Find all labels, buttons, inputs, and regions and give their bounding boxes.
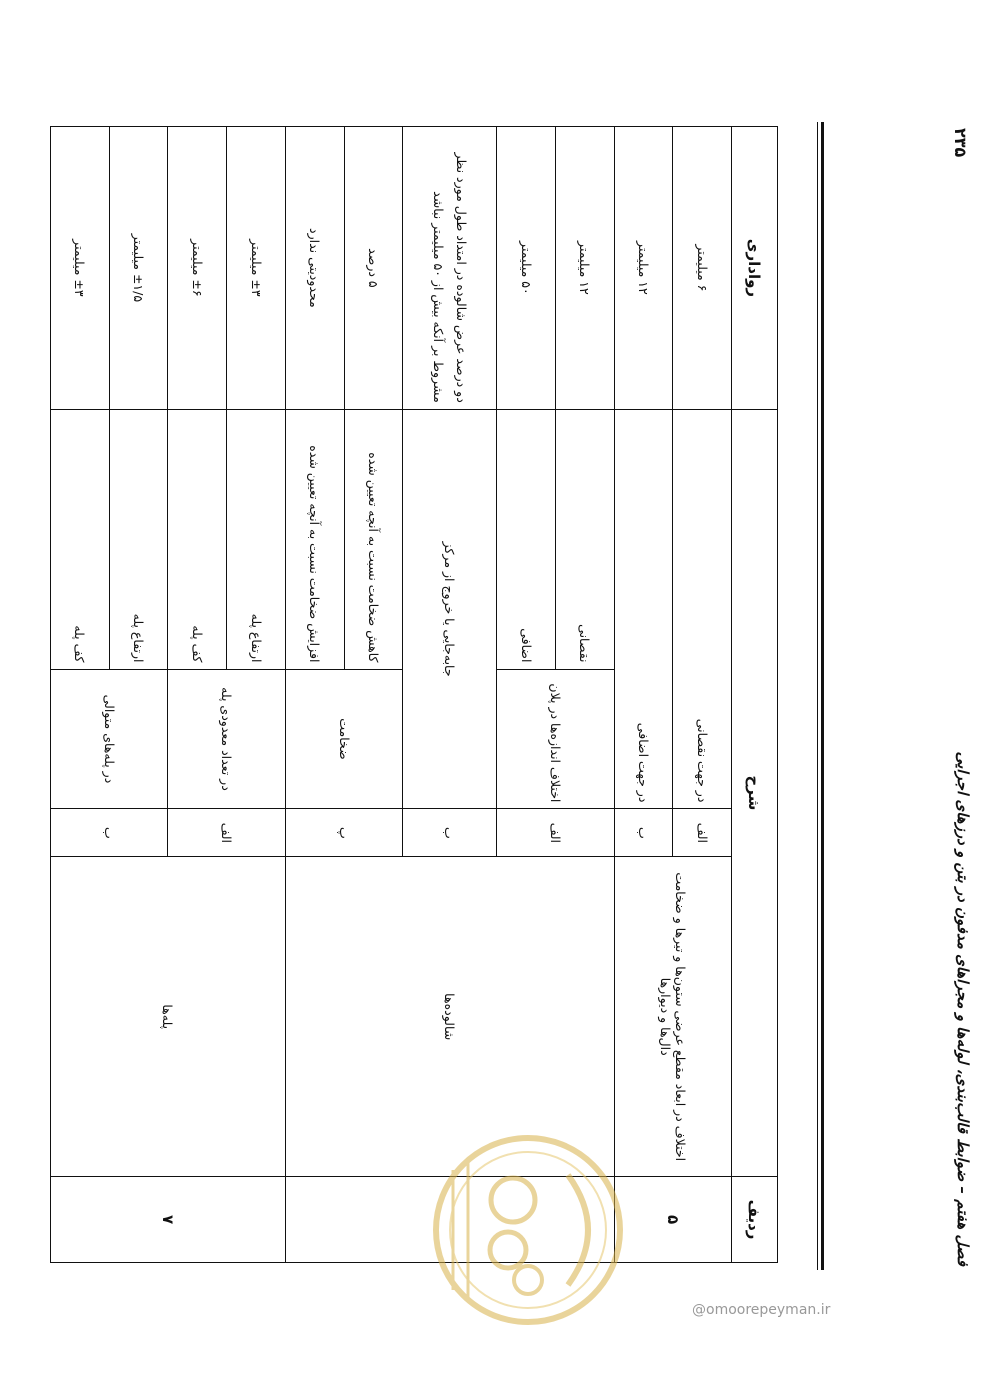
- sub-item: افزایش ضخامت نسبت به آنچه تعیین شده: [285, 409, 344, 669]
- item-description: در پله‌های متوالی: [51, 669, 169, 809]
- tolerance-value: ±۶ میلیمتر: [168, 127, 227, 410]
- tolerance-value: ±۳ میلیمتر: [227, 127, 286, 410]
- item-description: در جهت نقصانی: [673, 409, 732, 809]
- sub-item: نقصانی: [555, 409, 614, 669]
- item-letter: الف: [168, 809, 285, 857]
- header-rule: [821, 122, 824, 1270]
- row-topic: شالوده‌ها: [285, 857, 614, 1177]
- item-letter: ب: [51, 809, 169, 857]
- tolerance-value: ۵۰ میلیمتر: [497, 127, 556, 410]
- row-number: ۵: [614, 1177, 731, 1263]
- sub-item: اضافی: [497, 409, 556, 669]
- sub-item: کف پله: [51, 409, 110, 669]
- item-description: جابه‌جایی یا خروج از مرکز: [403, 409, 497, 809]
- item-letter: ب: [614, 809, 673, 857]
- item-letter: ب: [403, 809, 497, 857]
- tolerance-value: ۵ درصد: [344, 127, 403, 410]
- tolerance-value: ۶ میلیمتر: [673, 127, 732, 410]
- item-description: در تعداد معدودی پله: [168, 669, 285, 809]
- item-description: اختلاف اندازه‌ها در پلان: [497, 669, 614, 809]
- item-letter: پ: [285, 809, 402, 857]
- sub-item: کف پله: [168, 409, 227, 669]
- tolerance-value: محدودیتی ندارد: [285, 127, 344, 410]
- tolerance-value: ۱۲ میلیمتر: [555, 127, 614, 410]
- tolerance-value: ±۱/۵ میلیمتر: [109, 127, 168, 410]
- item-letter: الف: [497, 809, 614, 857]
- chapter-title: فصل هفتم – ضوابط قالب‌بندی، لوله‌ها و مجراهای مدفون در بتن و درزهای اجرایی: [954, 751, 972, 1266]
- table-row: [555, 127, 614, 1263]
- row-topic: پله‌ها: [51, 857, 286, 1177]
- table-header-row: [732, 127, 778, 1263]
- table-row: [673, 127, 732, 1263]
- sub-item: ارتفاع پله: [109, 409, 168, 669]
- header-row-number: ردیف: [732, 1177, 778, 1263]
- header-tolerance: رواداری: [732, 127, 778, 410]
- table-row: [227, 127, 286, 1263]
- sub-item: ارتفاع پله: [227, 409, 286, 669]
- row-number: ۷: [51, 1177, 286, 1263]
- sub-item: کاهش ضخامت نسبت به آنچه تعیین شده: [344, 409, 403, 669]
- tolerance-value: ±۳ میلیمتر: [51, 127, 110, 410]
- watermark-url: @omoorepeyman.ir: [692, 1302, 831, 1318]
- item-letter: الف: [673, 809, 732, 857]
- tolerance-table: [50, 126, 778, 1263]
- item-description: در جهت اضافی: [614, 409, 673, 809]
- header-rule-thin: [817, 122, 818, 1270]
- watermark-logo: [428, 1130, 628, 1330]
- page-number: ۲۳۵: [951, 128, 970, 158]
- item-description: ضخامت: [285, 669, 402, 809]
- tolerance-value: ۱۲ میلیمتر: [614, 127, 673, 410]
- header-description: شرح: [732, 409, 778, 1176]
- row-topic: اختلاف در ابعاد مقطع عرضی ستون‌ها و تیرها و ضخامت دال‌ها و دیوارها: [614, 857, 731, 1177]
- tolerance-value: دو درصد عرض شالوده در امتداد طول مورد نظر مشروط بر آنکه بیش از ۵۰ میلیمتر نباشد: [403, 127, 497, 410]
